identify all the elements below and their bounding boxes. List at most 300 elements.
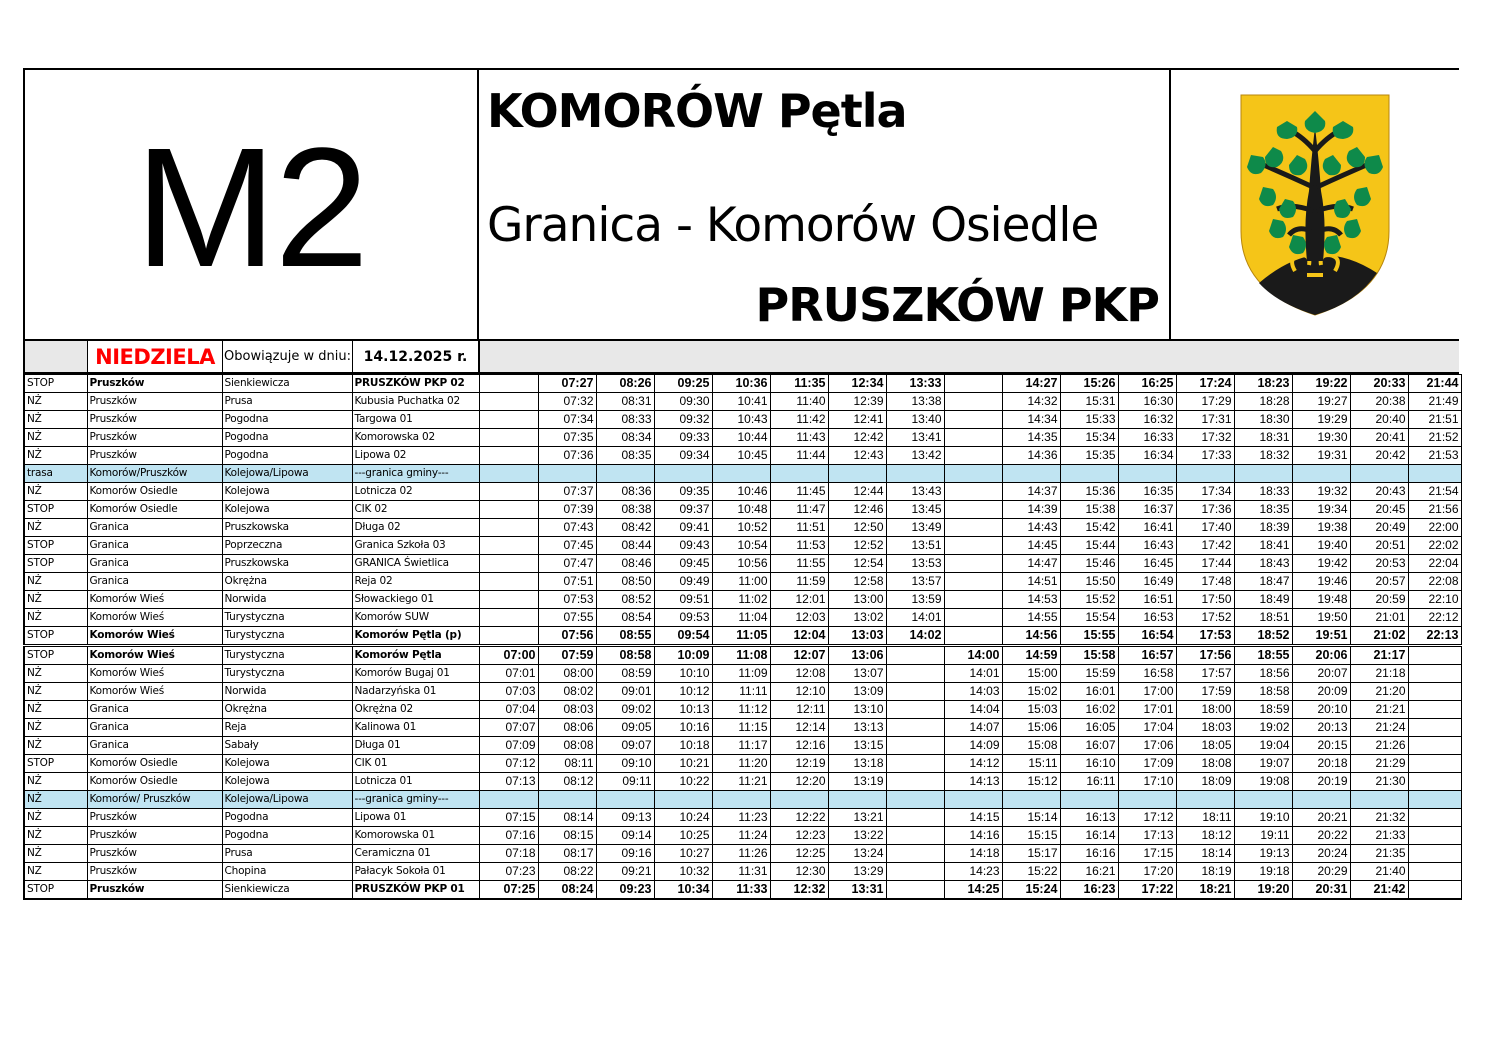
- departure-time-cell: 08:03: [538, 701, 596, 719]
- departure-time-cell: 15:54: [1060, 609, 1118, 627]
- departure-time-cell: 11:00: [712, 573, 770, 591]
- departure-time-cell: [886, 737, 944, 755]
- stop-type-cell: NŻ: [24, 809, 87, 827]
- timetable-body: [24, 375, 1461, 900]
- stop-name-cell: Reja 02: [352, 573, 479, 591]
- departure-time-cell: 12:23: [770, 827, 828, 845]
- stop-type-cell: STOP: [24, 501, 87, 519]
- stop-name-cell: Ceramiczna 01: [352, 845, 479, 863]
- departure-time-cell: 20:21: [1292, 809, 1350, 827]
- departure-time-cell: 17:40: [1176, 519, 1234, 537]
- departure-time-cell: [944, 519, 1002, 537]
- departure-time-cell: 07:47: [538, 555, 596, 573]
- departure-time-cell: 09:14: [596, 827, 654, 845]
- departure-time-cell: [944, 411, 1002, 429]
- departure-time-cell: 19:50: [1292, 609, 1350, 627]
- stop-name-cell: Nadarzyńska 01: [352, 683, 479, 701]
- departure-time-cell: 22:10: [1408, 591, 1461, 609]
- stop-type-cell: NŻ: [24, 845, 87, 863]
- departure-time-cell: [1408, 755, 1461, 773]
- departure-time-cell: 19:20: [1234, 881, 1292, 900]
- departure-time-cell: 17:04: [1118, 719, 1176, 737]
- departure-time-cell: 18:30: [1234, 411, 1292, 429]
- departure-time-cell: 19:07: [1234, 755, 1292, 773]
- street-cell: Kolejowa: [222, 755, 352, 773]
- departure-time-cell: 20:45: [1350, 501, 1408, 519]
- departure-time-cell: 16:30: [1118, 393, 1176, 411]
- departure-time-cell: 13:19: [828, 773, 886, 791]
- departure-time-cell: 17:50: [1176, 591, 1234, 609]
- departure-time-cell: 16:01: [1060, 683, 1118, 701]
- stop-row: [24, 627, 1461, 646]
- departure-time-cell: 18:47: [1234, 573, 1292, 591]
- departure-time-cell: 17:44: [1176, 555, 1234, 573]
- town-cell: Granica: [87, 719, 222, 737]
- departure-time-cell: [538, 791, 596, 809]
- departure-time-cell: [479, 483, 538, 501]
- departure-time-cell: 13:38: [886, 393, 944, 411]
- street-cell: Sabały: [222, 737, 352, 755]
- stop-name-cell: Kalinowa 01: [352, 719, 479, 737]
- departure-time-cell: 15:31: [1060, 393, 1118, 411]
- departure-time-cell: 21:53: [1408, 447, 1461, 465]
- departure-time-cell: 20:59: [1350, 591, 1408, 609]
- town-cell: Komorów Osiedle: [87, 755, 222, 773]
- departure-time-cell: 14:07: [944, 719, 1002, 737]
- stop-row: [24, 411, 1461, 429]
- departure-time-cell: 17:10: [1118, 773, 1176, 791]
- stop-row: [24, 719, 1461, 737]
- departure-time-cell: 08:55: [596, 627, 654, 646]
- departure-time-cell: 12:22: [770, 809, 828, 827]
- departure-time-cell: [712, 791, 770, 809]
- town-cell: Komorów Osiedle: [87, 773, 222, 791]
- stop-name-cell: Lotnicza 01: [352, 773, 479, 791]
- timetable-header: [23, 68, 1459, 341]
- departure-time-cell: 13:21: [828, 809, 886, 827]
- departure-time-cell: [886, 773, 944, 791]
- departure-time-cell: 09:54: [654, 627, 712, 646]
- departure-time-cell: [886, 701, 944, 719]
- stop-name-cell: Lipowa 02: [352, 447, 479, 465]
- departure-time-cell: 13:03: [828, 627, 886, 646]
- departure-time-cell: 21:44: [1408, 375, 1461, 393]
- departure-time-cell: 18:19: [1176, 863, 1234, 881]
- stop-type-cell: NŻ: [24, 683, 87, 701]
- departure-time-cell: 11:31: [712, 863, 770, 881]
- departure-time-cell: 15:35: [1060, 447, 1118, 465]
- departure-time-cell: 07:27: [538, 375, 596, 393]
- departure-time-cell: 10:54: [712, 537, 770, 555]
- departure-time-cell: 20:22: [1292, 827, 1350, 845]
- town-cell: Granica: [87, 519, 222, 537]
- departure-time-cell: 07:04: [479, 701, 538, 719]
- departure-time-cell: 12:54: [828, 555, 886, 573]
- departure-time-cell: 12:03: [770, 609, 828, 627]
- departure-time-cell: [479, 519, 538, 537]
- departure-time-cell: [886, 827, 944, 845]
- stop-row: [24, 609, 1461, 627]
- departure-time-cell: 12:08: [770, 665, 828, 683]
- departure-time-cell: 08:08: [538, 737, 596, 755]
- stop-row: [24, 665, 1461, 683]
- departure-time-cell: 21:52: [1408, 429, 1461, 447]
- departure-time-cell: 10:27: [654, 845, 712, 863]
- stop-row: [24, 501, 1461, 519]
- departure-time-cell: 19:27: [1292, 393, 1350, 411]
- departure-time-cell: 13:57: [886, 573, 944, 591]
- departure-time-cell: 11:43: [770, 429, 828, 447]
- stop-name-cell: Długa 02: [352, 519, 479, 537]
- stop-type-cell: NŻ: [24, 411, 87, 429]
- stop-type-cell: NŻ: [24, 483, 87, 501]
- departure-time-cell: 14:36: [1002, 447, 1060, 465]
- departure-time-cell: 16:07: [1060, 737, 1118, 755]
- departure-time-cell: 09:07: [596, 737, 654, 755]
- departure-time-cell: 22:13: [1408, 627, 1461, 646]
- departure-time-cell: [1408, 791, 1461, 809]
- departure-time-cell: 15:59: [1060, 665, 1118, 683]
- departure-time-cell: 08:46: [596, 555, 654, 573]
- departure-time-cell: [1350, 791, 1408, 809]
- departure-time-cell: 18:49: [1234, 591, 1292, 609]
- departure-time-cell: 19:02: [1234, 719, 1292, 737]
- departure-time-cell: 14:18: [944, 845, 1002, 863]
- departure-time-cell: 11:11: [712, 683, 770, 701]
- timetable-sheet: [23, 68, 1459, 900]
- departure-time-cell: 19:08: [1234, 773, 1292, 791]
- departure-time-cell: 16:11: [1060, 773, 1118, 791]
- departure-time-cell: 14:55: [1002, 609, 1060, 627]
- town-cell: Pruszków: [87, 393, 222, 411]
- departure-time-cell: 21:33: [1350, 827, 1408, 845]
- departure-time-cell: 22:00: [1408, 519, 1461, 537]
- departure-time-cell: 08:42: [596, 519, 654, 537]
- departure-time-cell: 16:33: [1118, 429, 1176, 447]
- departure-time-cell: 14:12: [944, 755, 1002, 773]
- departure-time-cell: 17:42: [1176, 537, 1234, 555]
- departure-time-cell: 08:52: [596, 591, 654, 609]
- departure-time-cell: 09:11: [596, 773, 654, 791]
- coat-of-arms-tree-icon: [1237, 91, 1393, 319]
- street-cell: Pogodna: [222, 447, 352, 465]
- departure-time-cell: [1060, 465, 1118, 483]
- departure-time-cell: 14:00: [944, 646, 1002, 665]
- departure-time-cell: 18:43: [1234, 555, 1292, 573]
- departure-time-cell: [479, 447, 538, 465]
- departure-time-cell: 15:12: [1002, 773, 1060, 791]
- stop-name-cell: GRANICA Świetlica: [352, 555, 479, 573]
- departure-time-cell: 07:43: [538, 519, 596, 537]
- departure-time-cell: 09:10: [596, 755, 654, 773]
- stop-type-cell: NŻ: [24, 719, 87, 737]
- departure-time-cell: 11:17: [712, 737, 770, 755]
- validity-row: [23, 341, 1459, 374]
- departure-time-cell: 11:59: [770, 573, 828, 591]
- stop-row: [24, 555, 1461, 573]
- town-cell: Komorów/ Pruszków: [87, 791, 222, 809]
- departure-time-cell: 18:35: [1234, 501, 1292, 519]
- departure-time-cell: 14:45: [1002, 537, 1060, 555]
- departure-time-cell: 14:23: [944, 863, 1002, 881]
- town-cell: Granica: [87, 573, 222, 591]
- departure-time-cell: [1408, 646, 1461, 665]
- departure-time-cell: 19:42: [1292, 555, 1350, 573]
- departure-time-cell: [479, 393, 538, 411]
- departure-time-cell: 13:53: [886, 555, 944, 573]
- departure-time-cell: 09:51: [654, 591, 712, 609]
- departure-time-cell: [886, 683, 944, 701]
- departure-time-cell: 18:23: [1234, 375, 1292, 393]
- departure-time-cell: 18:11: [1176, 809, 1234, 827]
- departure-time-cell: [1118, 465, 1176, 483]
- departure-time-cell: [770, 465, 828, 483]
- street-cell: Kolejowa: [222, 483, 352, 501]
- departure-time-cell: [944, 537, 1002, 555]
- town-cell: Komorów Wieś: [87, 591, 222, 609]
- departure-time-cell: 13:43: [886, 483, 944, 501]
- departure-time-cell: 09:43: [654, 537, 712, 555]
- logo-cell: [1171, 70, 1459, 339]
- departure-time-cell: 17:12: [1118, 809, 1176, 827]
- departure-time-cell: 20:07: [1292, 665, 1350, 683]
- departure-time-cell: [1408, 863, 1461, 881]
- departure-time-cell: 15:14: [1002, 809, 1060, 827]
- stop-type-cell: NŻ: [24, 773, 87, 791]
- departure-time-cell: [944, 591, 1002, 609]
- route-via: Granica - Komorów Osiedle: [487, 198, 1099, 253]
- departure-time-cell: 15:08: [1002, 737, 1060, 755]
- stop-row: [24, 755, 1461, 773]
- stop-name-cell: Komorów Pętla (p): [352, 627, 479, 646]
- departure-time-cell: 20:33: [1350, 375, 1408, 393]
- departure-time-cell: 09:23: [596, 881, 654, 900]
- departure-time-cell: 20:57: [1350, 573, 1408, 591]
- departure-time-cell: 16:05: [1060, 719, 1118, 737]
- departure-time-cell: 14:04: [944, 701, 1002, 719]
- departure-time-cell: 14:15: [944, 809, 1002, 827]
- stop-type-cell: NŻ: [24, 519, 87, 537]
- departure-time-cell: 11:24: [712, 827, 770, 845]
- departure-time-cell: 20:09: [1292, 683, 1350, 701]
- departure-time-cell: 21:24: [1350, 719, 1408, 737]
- departure-time-cell: 20:13: [1292, 719, 1350, 737]
- departure-time-cell: 17:36: [1176, 501, 1234, 519]
- street-cell: Pogodna: [222, 429, 352, 447]
- stop-row: [24, 447, 1461, 465]
- stop-name-cell: Okrężna 02: [352, 701, 479, 719]
- departure-time-cell: 19:11: [1234, 827, 1292, 845]
- departure-time-cell: 13:59: [886, 591, 944, 609]
- town-cell: Pruszków: [87, 429, 222, 447]
- departure-time-cell: 15:06: [1002, 719, 1060, 737]
- terminus-title: KOMORÓW Pętla: [487, 84, 907, 138]
- stop-type-cell: NŻ: [24, 393, 87, 411]
- departure-time-cell: [479, 501, 538, 519]
- departure-time-cell: 20:19: [1292, 773, 1350, 791]
- departure-time-cell: 21:01: [1350, 609, 1408, 627]
- departure-time-cell: [944, 627, 1002, 646]
- departure-time-cell: 10:16: [654, 719, 712, 737]
- departure-time-cell: [654, 791, 712, 809]
- departure-time-cell: 09:49: [654, 573, 712, 591]
- departure-time-cell: 13:24: [828, 845, 886, 863]
- departure-time-cell: 08:00: [538, 665, 596, 683]
- stop-type-cell: NŻ: [24, 573, 87, 591]
- departure-time-cell: [1234, 465, 1292, 483]
- departure-time-cell: 10:22: [654, 773, 712, 791]
- departure-time-cell: [1408, 737, 1461, 755]
- departure-time-cell: 13:45: [886, 501, 944, 519]
- departure-time-cell: 19:30: [1292, 429, 1350, 447]
- departure-time-cell: [944, 483, 1002, 501]
- departure-time-cell: 10:41: [712, 393, 770, 411]
- departure-time-cell: 07:36: [538, 447, 596, 465]
- departure-time-cell: 18:56: [1234, 665, 1292, 683]
- departure-time-cell: 20:49: [1350, 519, 1408, 537]
- departure-time-cell: 16:43: [1118, 537, 1176, 555]
- stop-type-cell: NZ: [24, 863, 87, 881]
- departure-time-cell: 10:52: [712, 519, 770, 537]
- town-cell: Pruszków: [87, 863, 222, 881]
- departure-time-cell: 14:09: [944, 737, 1002, 755]
- departure-time-cell: 21:18: [1350, 665, 1408, 683]
- stop-row: [24, 863, 1461, 881]
- town-cell: Komorów Osiedle: [87, 501, 222, 519]
- departure-time-cell: 10:13: [654, 701, 712, 719]
- departure-time-cell: [944, 555, 1002, 573]
- valid-from-label: Obowiązuje w dniu:: [223, 341, 353, 372]
- town-cell: Komorów Wieś: [87, 683, 222, 701]
- departure-time-cell: 17:20: [1118, 863, 1176, 881]
- departure-time-cell: [479, 537, 538, 555]
- stop-row: [24, 646, 1461, 665]
- town-cell: Komorów Wieś: [87, 627, 222, 646]
- departure-time-cell: 07:51: [538, 573, 596, 591]
- stop-type-cell: trasa: [24, 465, 87, 483]
- departure-time-cell: 07:37: [538, 483, 596, 501]
- departure-time-cell: 10:44: [712, 429, 770, 447]
- town-cell: Komorów Wieś: [87, 665, 222, 683]
- departure-time-cell: 07:34: [538, 411, 596, 429]
- departure-time-cell: 10:12: [654, 683, 712, 701]
- departure-time-cell: 21:51: [1408, 411, 1461, 429]
- departure-time-cell: 13:33: [886, 375, 944, 393]
- departure-time-cell: [886, 845, 944, 863]
- street-cell: Pogodna: [222, 809, 352, 827]
- departure-time-cell: 18:51: [1234, 609, 1292, 627]
- departure-time-cell: 21:29: [1350, 755, 1408, 773]
- departure-time-cell: 08:17: [538, 845, 596, 863]
- departure-time-cell: [1118, 791, 1176, 809]
- timetable-grid: [23, 374, 1462, 900]
- street-cell: Norwida: [222, 591, 352, 609]
- stop-name-cell: CIK 01: [352, 755, 479, 773]
- departure-time-cell: 09:21: [596, 863, 654, 881]
- departure-time-cell: 15:55: [1060, 627, 1118, 646]
- stop-name-cell: ---granica gminy---: [352, 791, 479, 809]
- departure-time-cell: 17:53: [1176, 627, 1234, 646]
- departure-time-cell: 07:07: [479, 719, 538, 737]
- departure-time-cell: 17:22: [1118, 881, 1176, 900]
- departure-time-cell: 16:25: [1118, 375, 1176, 393]
- departure-time-cell: 20:15: [1292, 737, 1350, 755]
- departure-time-cell: [1060, 791, 1118, 809]
- departure-time-cell: [596, 465, 654, 483]
- departure-time-cell: 20:53: [1350, 555, 1408, 573]
- town-cell: Pruszków: [87, 809, 222, 827]
- departure-time-cell: 11:40: [770, 393, 828, 411]
- departure-time-cell: 22:02: [1408, 537, 1461, 555]
- departure-time-cell: 13:51: [886, 537, 944, 555]
- departure-time-cell: 17:15: [1118, 845, 1176, 863]
- departure-time-cell: [886, 755, 944, 773]
- departure-time-cell: 10:32: [654, 863, 712, 881]
- departure-time-cell: [1408, 773, 1461, 791]
- departure-time-cell: 21:20: [1350, 683, 1408, 701]
- departure-time-cell: 20:24: [1292, 845, 1350, 863]
- departure-time-cell: 07:00: [479, 646, 538, 665]
- departure-time-cell: 12:41: [828, 411, 886, 429]
- departure-time-cell: [1408, 827, 1461, 845]
- departure-time-cell: 07:13: [479, 773, 538, 791]
- departure-time-cell: [1408, 881, 1461, 900]
- street-cell: Sienkiewicza: [222, 375, 352, 393]
- departure-time-cell: 14:59: [1002, 646, 1060, 665]
- departure-time-cell: 16:10: [1060, 755, 1118, 773]
- departure-time-cell: 21:49: [1408, 393, 1461, 411]
- street-cell: Pruszkowska: [222, 519, 352, 537]
- departure-time-cell: 07:59: [538, 646, 596, 665]
- departure-time-cell: 16:49: [1118, 573, 1176, 591]
- departure-time-cell: [479, 429, 538, 447]
- stop-row: [24, 683, 1461, 701]
- departure-time-cell: 12:10: [770, 683, 828, 701]
- departure-time-cell: 12:07: [770, 646, 828, 665]
- departure-time-cell: 07:53: [538, 591, 596, 609]
- departure-time-cell: 20:51: [1350, 537, 1408, 555]
- stop-type-cell: STOP: [24, 881, 87, 900]
- departure-time-cell: [944, 465, 1002, 483]
- departure-time-cell: 10:10: [654, 665, 712, 683]
- departure-time-cell: 14:01: [886, 609, 944, 627]
- departure-time-cell: 13:15: [828, 737, 886, 755]
- stop-name-cell: Słowackiego 01: [352, 591, 479, 609]
- stop-name-cell: Komorów Bugaj 01: [352, 665, 479, 683]
- departure-time-cell: 15:34: [1060, 429, 1118, 447]
- departure-time-cell: [944, 791, 1002, 809]
- departure-time-cell: 11:23: [712, 809, 770, 827]
- departure-time-cell: 11:53: [770, 537, 828, 555]
- departure-time-cell: 10:21: [654, 755, 712, 773]
- departure-time-cell: 12:34: [828, 375, 886, 393]
- departure-time-cell: [828, 791, 886, 809]
- stop-row: [24, 393, 1461, 411]
- stop-type-cell: NŻ: [24, 737, 87, 755]
- departure-time-cell: 11:26: [712, 845, 770, 863]
- departure-time-cell: 17:56: [1176, 646, 1234, 665]
- departure-time-cell: 17:01: [1118, 701, 1176, 719]
- departure-time-cell: 19:13: [1234, 845, 1292, 863]
- departure-time-cell: 12:19: [770, 755, 828, 773]
- departure-time-cell: [886, 809, 944, 827]
- departure-time-cell: 18:09: [1176, 773, 1234, 791]
- departure-time-cell: [479, 591, 538, 609]
- departure-time-cell: [1408, 845, 1461, 863]
- departure-time-cell: [886, 863, 944, 881]
- town-cell: Komorów Wieś: [87, 609, 222, 627]
- departure-time-cell: 16:21: [1060, 863, 1118, 881]
